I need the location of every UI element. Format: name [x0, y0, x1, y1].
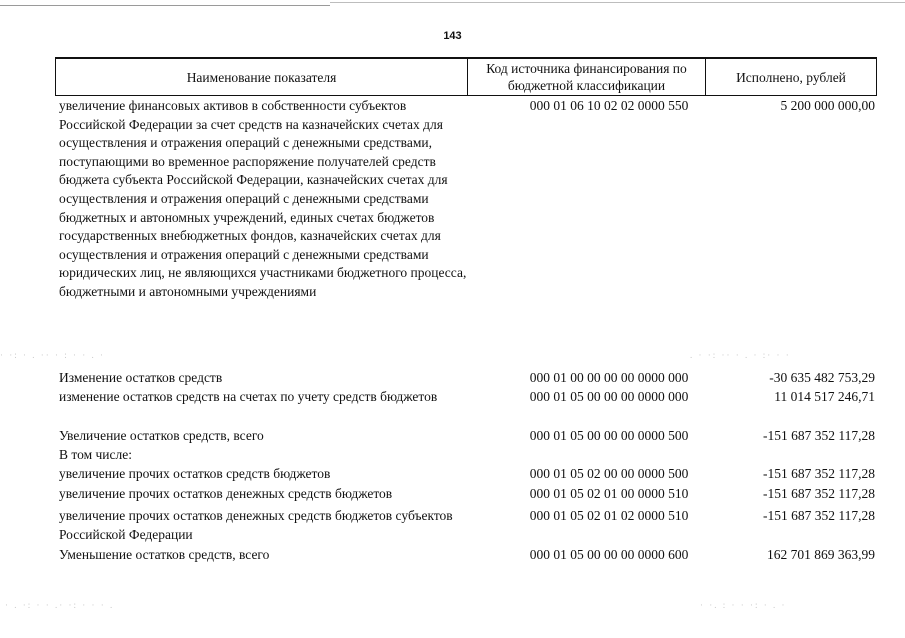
row-name: В том числе:: [59, 447, 132, 462]
row-sum: 5 200 000 000,00: [780, 98, 875, 113]
row-sum: -30 635 482 753,29: [769, 370, 875, 385]
row-sum: -151 687 352 117,28: [763, 466, 875, 481]
row-name: увеличение прочих остатков денежных средств бюджетов субъектов Российской Федерации: [59, 508, 453, 542]
row-code: 000 01 05 00 00 00 0000 600: [529, 547, 689, 562]
table-header: [55, 57, 877, 96]
row-sum: 162 701 869 363,99: [767, 547, 875, 562]
row-name: увеличение прочих остатков денежных средств бюджетов: [59, 486, 393, 501]
row-name: изменение остатков средств на счетах по учету средств бюджетов: [59, 389, 438, 404]
row-code: 000 01 05 00 00 00 0000 000: [529, 389, 689, 404]
row-code: 000 01 05 02 01 00 0000 510: [529, 486, 689, 501]
scan-noise: · ·: · . ·· · : · · . ·: [0, 350, 105, 360]
row-sum: -151 687 352 117,28: [763, 428, 875, 443]
column-header-sum: Исполнено, рублей: [736, 69, 846, 85]
row-sum: 11 014 517 246,71: [774, 389, 875, 404]
scan-noise: . · ·: ·· · . · :· · ·: [690, 350, 791, 360]
row-sum: -151 687 352 117,28: [763, 486, 875, 501]
row-name: Увеличение остатков средств, всего: [59, 428, 264, 443]
row-name: Уменьшение остатков средств, всего: [59, 547, 270, 562]
column-header-code: Код источника финансирования по бюджетной классификации: [468, 59, 706, 95]
row-code: 000 01 00 00 00 00 0000 000: [529, 370, 689, 385]
row-code: 000 01 05 02 01 02 0000 510: [529, 508, 689, 523]
row-name: увеличение прочих остатков средств бюджетов: [59, 466, 331, 481]
page-number: 143: [443, 30, 462, 42]
row-name: увеличение финансовых активов в собственности субъектов Российской Федерации за счет средств на казначейских счетах для осуществления и отражения операций с денежными средствами, поступающими во временное распоряжение получателей средств бюджета субъекта Российской Федерации, казначейских счетах для осуществления и отражения операций с денежными средствами бюджетных и автономных учреждений, единых счетах бюджетов государственных внебюджетных фондов, казначейских счетах для осуществления и отражения операций с денежными средствами юридических лиц, не являющихся участниками бюджетного процесса, бюджетными и автономными учреждениями: [59, 98, 467, 299]
scan-noise: · . ·: · · .· ·: · · · .: [5, 600, 115, 610]
row-code: 000 01 05 02 00 00 0000 500: [529, 466, 689, 481]
row-name: Изменение остатков средств: [59, 370, 223, 385]
row-code: 000 01 05 00 00 00 0000 500: [529, 428, 689, 443]
row-sum: -151 687 352 117,28: [763, 508, 875, 523]
row-code: 000 01 06 10 02 02 0000 550: [529, 98, 689, 113]
scan-edge-line-right: [330, 2, 905, 3]
column-header-name: Наименование показателя: [56, 59, 468, 95]
scan-edge-line-left: [0, 5, 330, 6]
scan-noise: · ·. : · · ·: · . ·: [700, 600, 787, 610]
